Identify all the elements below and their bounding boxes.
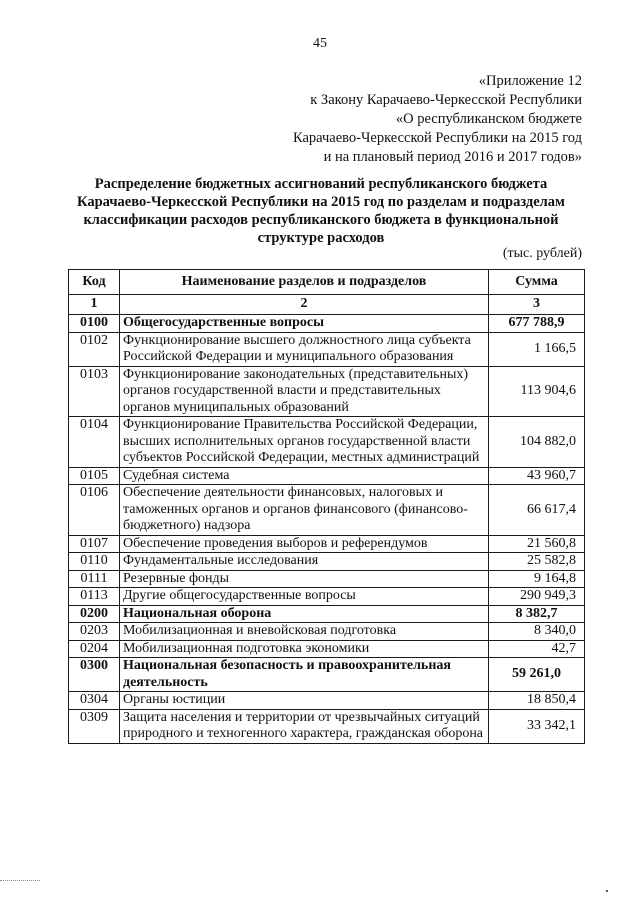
table-row xyxy=(69,692,585,710)
row-code: 0110 xyxy=(69,553,120,571)
row-name: Органы юстиции xyxy=(120,692,489,710)
column-number-2: 2 xyxy=(120,295,489,315)
row-code: 0304 xyxy=(69,692,120,710)
row-code: 0300 xyxy=(69,658,120,692)
row-code: 0204 xyxy=(69,640,120,658)
budget-table-body xyxy=(69,270,585,744)
row-code: 0105 xyxy=(69,467,120,485)
row-sum: 59 261,0 xyxy=(489,658,585,692)
table-row xyxy=(69,553,585,571)
row-name: Общегосударственные вопросы xyxy=(120,315,489,333)
row-code: 0102 xyxy=(69,332,120,366)
row-code: 0113 xyxy=(69,588,120,606)
row-sum: 42,7 xyxy=(489,640,585,658)
section-row xyxy=(69,315,585,333)
table-row xyxy=(69,623,585,641)
row-sum: 104 882,0 xyxy=(489,417,585,468)
table-row xyxy=(69,332,585,366)
column-number-3: 3 xyxy=(489,295,585,315)
row-code: 0111 xyxy=(69,570,120,588)
table-header-row xyxy=(69,270,585,295)
units-note: (тыс. рублей) xyxy=(502,246,582,261)
row-sum: 25 582,8 xyxy=(489,553,585,571)
budget-table xyxy=(68,269,585,744)
title-line-4: структуре расходов xyxy=(257,230,385,246)
appendix-header xyxy=(293,72,582,167)
row-sum: 1 166,5 xyxy=(489,332,585,366)
header-code: Код xyxy=(69,270,120,295)
table-row xyxy=(69,366,585,417)
row-name: Другие общегосударственные вопросы xyxy=(120,588,489,606)
row-name: Мобилизационная подготовка экономики xyxy=(120,640,489,658)
row-name: Обеспечение деятельности финансовых, налоговых и таможенных органов и органов финансового (финансово-бюджетного) надзора xyxy=(120,485,489,536)
row-name: Национальная оборона xyxy=(120,605,489,623)
appendix-line-2: к Закону Карачаево-Черкесской Республики xyxy=(310,92,582,108)
table-row xyxy=(69,535,585,553)
row-name: Функционирование законодательных (представительных) органов государственной власти и представительных органов муниципальных образований xyxy=(120,366,489,417)
row-name: Функционирование Правительства Российской Федерации, высших исполнительных органов государственной власти субъектов Российской Федерации, местных администраций xyxy=(120,417,489,468)
row-sum: 33 342,1 xyxy=(489,709,585,743)
row-sum: 290 949,3 xyxy=(489,588,585,606)
appendix-line-3: «О республиканском бюджете xyxy=(395,111,582,127)
row-sum: 66 617,4 xyxy=(489,485,585,536)
row-code: 0103 xyxy=(69,366,120,417)
column-number-1: 1 xyxy=(69,295,120,315)
table-row xyxy=(69,467,585,485)
header-name: Наименование разделов и подразделов xyxy=(120,270,489,295)
row-sum: 677 788,9 xyxy=(489,315,585,333)
table-row xyxy=(69,640,585,658)
row-name: Обеспечение проведения выборов и референдумов xyxy=(120,535,489,553)
scan-dust-dot xyxy=(606,890,608,892)
table-row xyxy=(69,588,585,606)
scan-edge-mark xyxy=(0,880,40,881)
table-row xyxy=(69,709,585,743)
title-line-1: Распределение бюджетных ассигнований республиканского бюджета xyxy=(94,176,548,192)
row-name: Национальная безопасность и правоохранительная деятельность xyxy=(120,658,489,692)
appendix-line-5: и на плановый период 2016 и 2017 годов» xyxy=(323,149,582,165)
row-code: 0104 xyxy=(69,417,120,468)
document-title xyxy=(68,175,574,247)
row-name: Судебная система xyxy=(120,467,489,485)
row-name: Функционирование высшего должностного лица субъекта Российской Федерации и муниципального образования xyxy=(120,332,489,366)
row-sum: 9 164,8 xyxy=(489,570,585,588)
row-sum: 21 560,8 xyxy=(489,535,585,553)
row-code: 0309 xyxy=(69,709,120,743)
row-code: 0203 xyxy=(69,623,120,641)
row-sum: 18 850,4 xyxy=(489,692,585,710)
column-numbering-row xyxy=(69,295,585,315)
appendix-line-1: «Приложение 12 xyxy=(478,73,582,89)
section-row xyxy=(69,658,585,692)
table-row xyxy=(69,570,585,588)
table-row xyxy=(69,417,585,468)
table-row xyxy=(69,485,585,536)
row-code: 0107 xyxy=(69,535,120,553)
title-line-3: классификации расходов республиканского бюджета в функциональной xyxy=(83,212,559,228)
title-line-2: Карачаево-Черкесской Республики на 2015 год по разделам и подразделам xyxy=(77,194,565,210)
row-sum: 113 904,6 xyxy=(489,366,585,417)
row-sum: 8 340,0 xyxy=(489,623,585,641)
page-number: 45 xyxy=(313,36,327,51)
row-code: 0100 xyxy=(69,315,120,333)
row-name: Резервные фонды xyxy=(120,570,489,588)
row-code: 0200 xyxy=(69,605,120,623)
row-sum: 43 960,7 xyxy=(489,467,585,485)
row-code: 0106 xyxy=(69,485,120,536)
row-name: Защита населения и территории от чрезвычайных ситуаций природного и техногенного характера, гражданская оборона xyxy=(120,709,489,743)
appendix-line-4: Карачаево-Черкесской Республики на 2015 год xyxy=(292,130,582,146)
row-sum: 8 382,7 xyxy=(489,605,585,623)
section-row xyxy=(69,605,585,623)
row-name: Фундаментальные исследования xyxy=(120,553,489,571)
row-name: Мобилизационная и вневойсковая подготовка xyxy=(120,623,489,641)
header-sum: Сумма xyxy=(489,270,585,295)
